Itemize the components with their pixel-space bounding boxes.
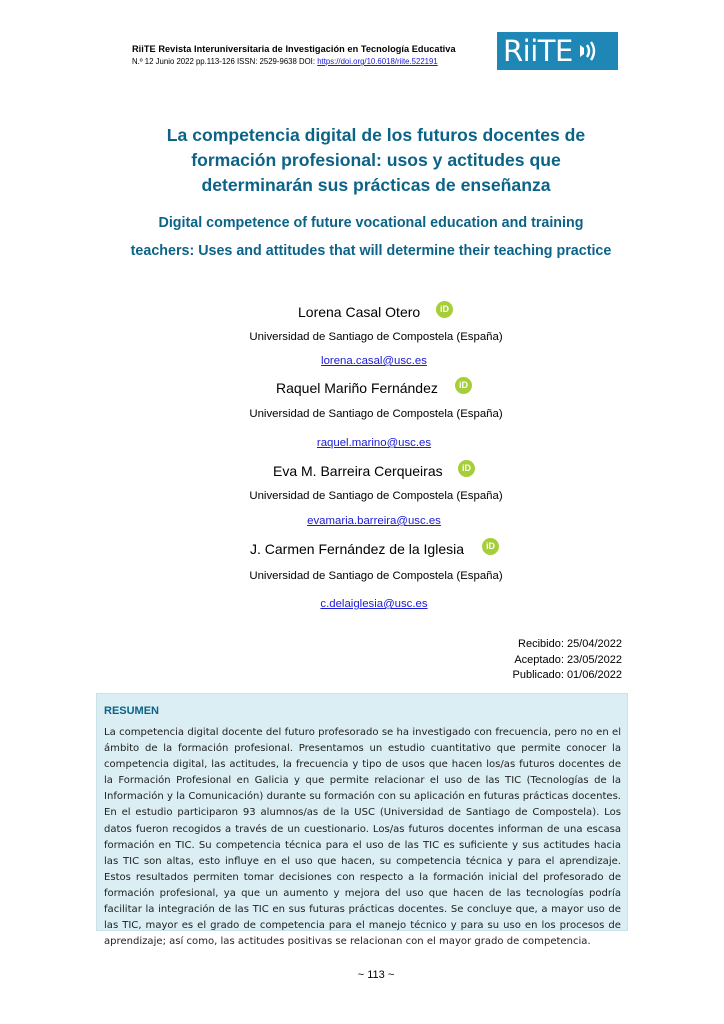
orcid-icon[interactable]: iD	[458, 460, 475, 477]
author-name: Lorena Casal Otero	[298, 304, 421, 320]
abstract-heading: RESUMEN	[104, 705, 160, 717]
author-email[interactable]	[12, 437, 724, 449]
page-number: ~ 113 ~	[357, 969, 395, 981]
author-name: Eva M. Barreira Cerqueiras	[273, 463, 443, 479]
title-spanish	[100, 123, 652, 198]
author-affiliation: Universidad de Santiago de Compostela (España)	[249, 408, 503, 420]
title-en-line: teachers: Uses and attitudes that will determine their teaching practice	[130, 243, 612, 259]
orcid-icon[interactable]: iD	[482, 538, 499, 555]
abstract-text: La competencia digital docente del futuro profesorado se ha investigado con frecuencia, pero no en el ámbito de la formación profesional. Presentamos un estudio cuantitativo que permite conocer la competencia digital, las actitudes, la frecuencia y tipo de usos que hacen los/as futuros docentes de la Formación Profesional en Galicia y que permite relacionar el uso de las TIC (Tecnologías de la Información y la Comunicación) durante su formación con su aplicación en futuras prácticas docentes. En el estudio participaron 93 alumnos/as de la USC (Universidad de Santiago de Compostela). Los datos fueron recogidos a través de un cuestionario. Los/as futuros docentes informan de una escasa formación en TIC. Su competencia técnica para el uso de las TIC es suficiente y sus actitudes hacia las TIC son altas, esto influye en el uso que hacen, su competencia técnica y para el aprendizaje. Estos resultados permiten tomar decisiones con respecto a la formación inicial del profesorado de formación profesional, ya que un aumento y mejora del uso que hacen de las tecnologías podría facilitar la integración de las TIC en sus futuras prácticas docentes. Se concluye que, a mayor uso de las TIC, mayor es el grado de competencia para el manejo técnico y para su uso en los procesos de aprendizaje; así como, las actitudes positivas se relacionan con el mayor grado de competencia.	[104, 727, 621, 948]
doi-link[interactable]: https://doi.org/10.6018/riite.522191	[317, 57, 438, 66]
author-name: Raquel Mariño Fernández	[276, 380, 438, 396]
orcid-icon[interactable]: iD	[455, 377, 472, 394]
received-date: Recibido: 25/04/2022	[518, 638, 622, 650]
author-affiliation: Universidad de Santiago de Compostela (España)	[249, 570, 503, 582]
published-date: Publicado: 01/06/2022	[512, 669, 622, 681]
author-email[interactable]	[12, 515, 724, 527]
title-english	[96, 209, 646, 265]
orcid-icon[interactable]: iD	[436, 301, 453, 318]
author-affiliation: Universidad de Santiago de Compostela (España)	[249, 490, 503, 502]
journal-meta-text: N.º 12 Junio 2022 pp.113-126 ISSN: 2529-9638 DOI:	[132, 57, 318, 66]
email-link[interactable]: c.delaiglesia@usc.es	[320, 598, 428, 610]
title-es-line: La competencia digital de los futuros docentes de	[166, 125, 586, 145]
email-link[interactable]: evamaria.barreira@usc.es	[307, 515, 441, 527]
title-es-line: formación profesional: usos y actitudes que	[191, 150, 561, 170]
title-en-line: Digital competence of future vocational education and training	[158, 215, 584, 231]
publication-dates	[513, 637, 622, 684]
email-link[interactable]: raquel.marino@usc.es	[316, 437, 432, 449]
author-email[interactable]	[12, 598, 724, 610]
accepted-date: Aceptado: 23/05/2022	[514, 653, 622, 666]
broadcast-icon	[577, 38, 599, 64]
author-name: J. Carmen Fernández de la Iglesia	[250, 541, 464, 557]
author-affiliation: Universidad de Santiago de Compostela (España)	[249, 331, 503, 343]
journal-meta	[132, 57, 438, 66]
journal-title: RiiTE Revista Interuniversitaria de Investigación en Tecnología Educativa	[132, 44, 456, 54]
logo-text: RiiTE	[503, 33, 573, 68]
author-email[interactable]	[12, 355, 724, 367]
title-es-line: determinarán sus prácticas de enseñanza	[201, 175, 551, 195]
abstract-box	[96, 693, 628, 948]
journal-logo	[497, 32, 618, 70]
email-link[interactable]: lorena.casal@usc.es	[321, 355, 427, 367]
